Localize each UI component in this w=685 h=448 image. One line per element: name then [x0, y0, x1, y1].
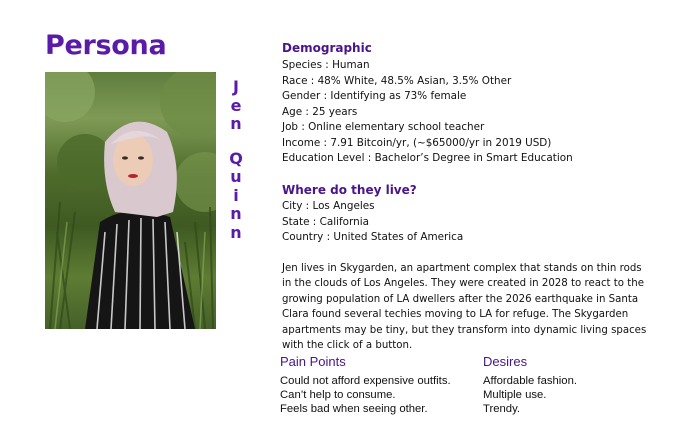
demographic-education: Education Level : Bachelor’s Degree in Smart Education	[282, 152, 573, 164]
name-letter: Q	[229, 148, 243, 168]
demographic-race: Race : 48% White, 48.5% Asian, 3.5% Other	[282, 74, 512, 87]
pain-points-heading: Pain Points	[280, 354, 346, 369]
pain-point-item: Feels bad when seeing other.	[280, 403, 428, 415]
pain-point-item: Can’t help to consume.	[280, 389, 396, 401]
demographic-gender: Gender : Identifying as 73% female	[282, 90, 467, 102]
desire-item: Multiple use.	[483, 389, 547, 401]
name-letter: n	[230, 222, 242, 242]
name-letter: n	[230, 114, 242, 133]
name-letter: u	[230, 167, 242, 186]
location-city: City : Los Angeles	[282, 200, 375, 212]
page-title: Persona	[45, 30, 167, 61]
persona-name-vertical	[222, 78, 250, 242]
demographic-species: Species : Human	[282, 59, 370, 71]
pain-point-item: Could not afford expensive outfits.	[280, 375, 451, 387]
demographic-heading: Demographic	[282, 41, 372, 55]
location-state: State : California	[282, 215, 369, 228]
desire-item: Trendy.	[483, 403, 521, 415]
name-letter: n	[230, 204, 242, 223]
location-heading: Where do they live?	[282, 183, 417, 197]
desire-item: Affordable fashion.	[483, 375, 577, 387]
demographic-age: Age : 25 years	[282, 105, 358, 118]
persona-photo-illustration	[45, 72, 216, 329]
persona-photo	[45, 72, 216, 329]
location-country: Country : United States of America	[282, 231, 464, 243]
desires-heading: Desires	[483, 354, 528, 369]
name-letter: e	[230, 95, 242, 115]
demographic-income: Income : 7.91 Bitcoin/yr, (~$65000/yr in 2019 USD)	[282, 136, 552, 149]
persona-story: Jen lives in Skygarden, an apartment complex that stands on thin rods in the clouds of Los Angeles. They were created in 2028 to react to the growing population of LA dwellers after the 2026 earthquake in Santa Clara found several techies moving to LA for refuge. The Skygarden apartments may be tiny, but they transform into dynamic living spaces with the click of a button.	[282, 263, 647, 352]
demographic-job: Job : Online elementary school teacher	[282, 121, 485, 133]
name-letter: i	[233, 185, 239, 205]
name-letter: J	[233, 77, 239, 96]
